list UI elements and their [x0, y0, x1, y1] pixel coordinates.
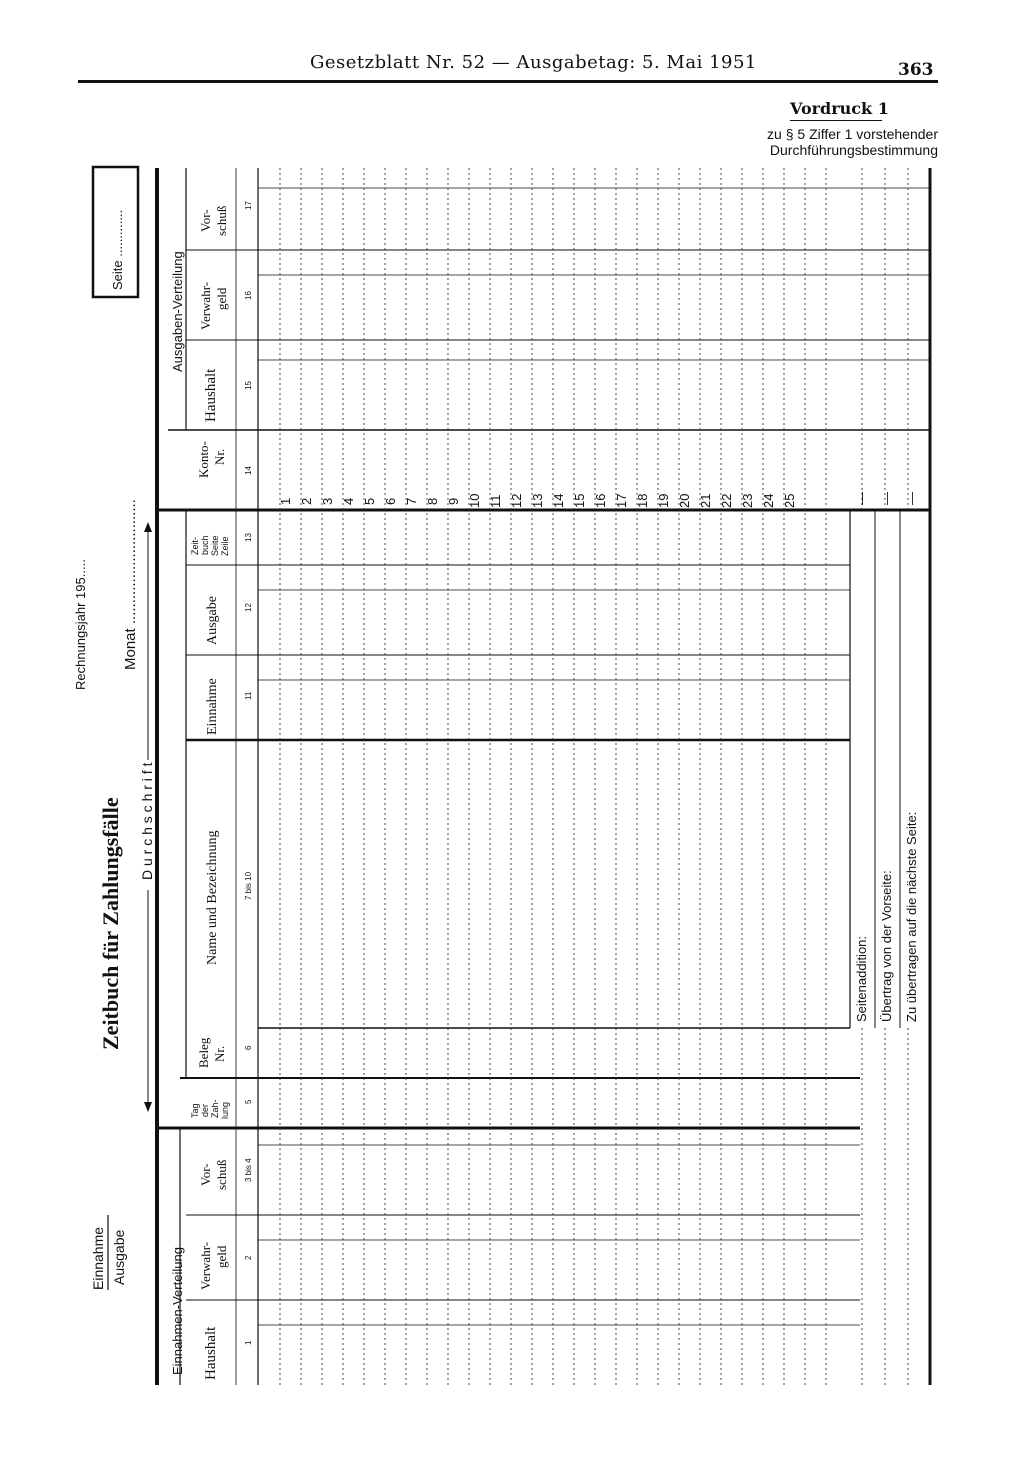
- col-konto-1: Konto-: [196, 441, 211, 478]
- col-verwahrgeld-in-1: Verwahr-: [198, 1241, 213, 1290]
- col-tag-2: der: [200, 1103, 210, 1117]
- row-number: 1: [278, 497, 293, 505]
- col-verwahrgeld-in-2: geld: [214, 1245, 229, 1268]
- col-num-6: 6: [244, 1045, 253, 1050]
- row-number: 6: [383, 497, 398, 505]
- row-number: 4: [341, 497, 356, 505]
- col-zeitbuch-1: Zeit-: [190, 537, 200, 555]
- month-label: Monat ..............................: [122, 499, 139, 670]
- row-number: 22: [719, 493, 734, 508]
- ausgabe-label: Ausgabe: [111, 1229, 127, 1285]
- ledger-table: [157, 168, 930, 1385]
- col-num-3: 3 bis 4: [244, 1158, 253, 1182]
- col-num-5: 5: [244, 1099, 253, 1104]
- summary-dash: —: [854, 492, 869, 505]
- row-number: 11: [488, 494, 503, 508]
- year-label: Rechnungsjahr 195.....: [73, 559, 88, 690]
- col-zeitbuch-3: Seite: [210, 535, 220, 556]
- col-vorschuss-in-2: schuß: [214, 1159, 229, 1190]
- row-number: 15: [572, 493, 587, 508]
- col-haushalt-out: Haushalt: [203, 368, 219, 422]
- page-number: 363: [898, 60, 934, 80]
- row-number: 24: [761, 493, 776, 508]
- col-zeitbuch-4: Zeile: [220, 536, 230, 556]
- summary-seitenaddition: Seitenaddition:: [854, 935, 869, 1022]
- row-number: 18: [635, 493, 650, 508]
- col-num-2: 2: [244, 1255, 253, 1260]
- row-number: 7: [404, 497, 419, 505]
- row-number: 14: [551, 493, 566, 508]
- col-vorschuss-in-1: Vor-: [198, 1163, 213, 1186]
- col-num-13: 13: [244, 533, 253, 542]
- form-label: Vordruck 1: [790, 99, 889, 118]
- col-konto-2: Nr.: [212, 448, 227, 465]
- col-num-16: 16: [244, 291, 253, 300]
- row-number: 21: [698, 493, 713, 508]
- reference-line-2: Durchführungsbestimmung: [769, 142, 938, 158]
- col-tag-4: lung: [220, 1101, 230, 1119]
- einnahme-label: Einnahme: [90, 1226, 106, 1290]
- summary-dash: —: [879, 492, 894, 505]
- row-number: 12: [509, 493, 524, 508]
- form-title: Zeitbuch für Zahlungsfälle: [98, 797, 123, 1050]
- row-number: 23: [740, 493, 755, 508]
- row-number: 25: [782, 493, 797, 508]
- col-haushalt-in: Haushalt: [203, 1326, 219, 1380]
- col-vorschuss-out-1: Vor-: [198, 209, 213, 232]
- row-number: 10: [467, 493, 482, 508]
- reference-line-1: zu § 5 Ziffer 1 vorstehender: [767, 126, 938, 142]
- col-tag-3: Zah-: [210, 1099, 220, 1118]
- einnahmen-group-header: Einnahmen-Verteilung: [170, 1247, 185, 1375]
- row-number: 17: [614, 493, 629, 508]
- col-beleg-1: Beleg: [196, 1037, 211, 1068]
- col-verwahrgeld-out-2: geld: [214, 287, 229, 310]
- summary-uebertrag: Übertrag von der Vorseite:: [879, 870, 894, 1022]
- row-number: 20: [677, 493, 692, 508]
- col-num-14: 14: [244, 466, 253, 475]
- col-beleg-2: Nr.: [212, 1045, 227, 1062]
- ausgaben-group-header: Ausgaben-Verteilung: [170, 251, 185, 372]
- col-ausgabe: Ausgabe: [205, 596, 220, 645]
- col-num-15: 15: [244, 381, 253, 390]
- row-number: 3: [320, 497, 335, 505]
- row-number: 9: [446, 497, 461, 505]
- row-number: 8: [425, 497, 440, 505]
- col-zeitbuch-2: buch: [200, 535, 210, 555]
- col-vorschuss-out-2: schuß: [214, 205, 229, 236]
- row-number: 5: [362, 497, 377, 505]
- col-einnahme: Einnahme: [205, 678, 220, 735]
- col-name: Name und Bezeichnung: [205, 830, 220, 965]
- row-number: 2: [299, 497, 314, 505]
- col-num-11: 11: [244, 691, 253, 700]
- row-number: 16: [593, 493, 608, 508]
- summary-dash: —: [904, 492, 919, 505]
- row-number: 19: [656, 493, 671, 508]
- summary-zu-uebertragen: Zu übertragen auf die nächste Seite:: [904, 811, 919, 1022]
- col-verwahrgeld-out-1: Verwahr-: [198, 281, 213, 330]
- col-num-17: 17: [244, 201, 253, 210]
- gazette-title: Gesetzblatt Nr. 52 — Ausgabetag: 5. Mai 1951: [310, 52, 757, 73]
- col-num-7: 7 bis 10: [244, 871, 253, 900]
- row-number: 13: [530, 493, 545, 508]
- seite-label: Seite .............: [110, 209, 125, 290]
- arrow-up-icon: [144, 522, 152, 532]
- durchschrift-label: D u r c h s c h r i f t: [139, 762, 155, 880]
- col-num-1: 1: [244, 1340, 253, 1345]
- arrow-down-icon: [144, 1102, 152, 1112]
- col-num-12: 12: [244, 603, 253, 612]
- col-tag-1: Tag: [190, 1103, 200, 1118]
